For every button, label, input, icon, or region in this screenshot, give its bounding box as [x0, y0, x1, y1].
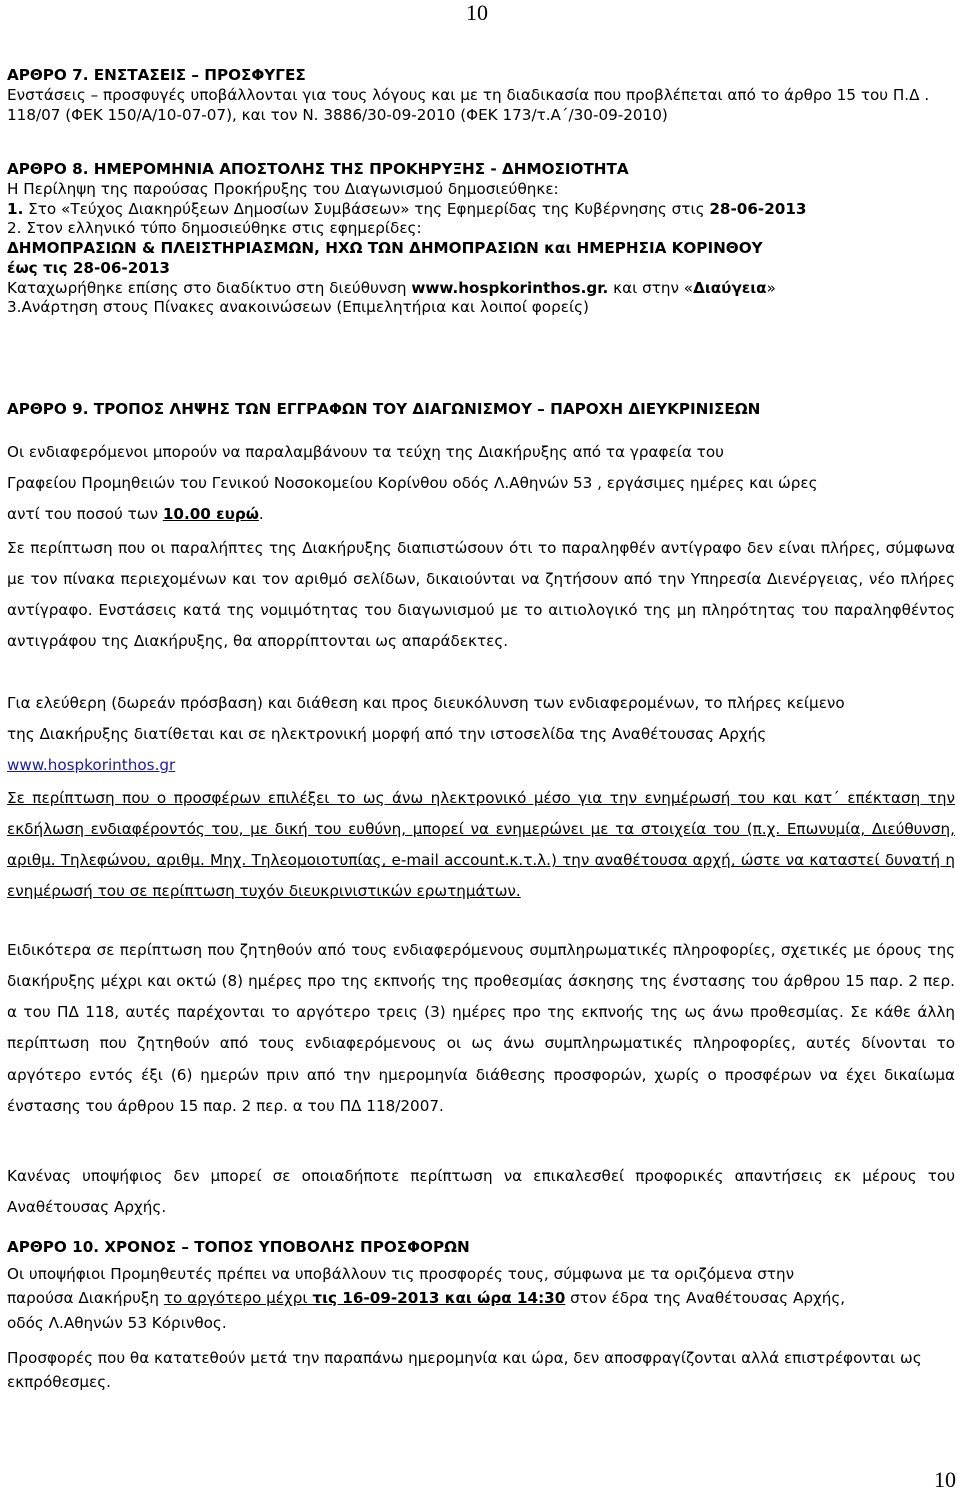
article-9-paragraph-5: Ειδικότερα σε περίπτωση που ζητηθούν από τους ενδιαφερόμενους συμπληρωματικές πληροφορίες, σχετικές με όρους της διακήρυξης μέχρι και οκτώ (8) ημέρες προ της εκπνοής της προθεσμίας άσκησης της ένστασης του άρθρου 15 παρ. 2 περ. α του ΠΔ 118, αυτές παρέχονται το αργότερο τρεις (3) ημέρες προ της εκπνοής της ως άνω προθεσμίας. Σε κάθε άλλη περίπτωση που ζητηθούν από τους ενδιαφερόμενους οι ως άνω συμπληρωματικές πληροφορίες, αυτές δίνονται το αργότερο εντός έξι (6) ημερών πριν από την ημερομηνία διάθεσης προσφορών, χωρίς ο προσφέρων να έχει δικαίωμα ένστασης του άρθρου 15 παρ. 2 περ. α του ΠΔ 118/2007.	[7, 941, 955, 1115]
paragraph-3-line-1: Για ελεύθερη (δωρεάν πρόσβαση) και διάθεση και προς διευκόλυνση των ενδιαφερομένων, το πλήρες κείμενο	[7, 694, 845, 712]
article-8-intro: Η Περίληψη της παρούσας Προκήρυξης του Διαγωνισμού δημοσιεύθηκε:	[7, 179, 559, 198]
paragraph-1-line-3	[7, 499, 955, 530]
article-7-heading: ΑΡΘΡΟ 7. ΕΝΣΤΑΣΕΙΣ – ΠΡΟΣΦΥΓΕΣ	[7, 66, 306, 84]
article-10-paragraph-1	[7, 1262, 955, 1335]
article-10-line-2	[7, 1286, 955, 1310]
article-8-heading: ΑΡΘΡΟ 8. ΗΜΕΡΟΜΗΝΙΑ ΑΠΟΣΤΟΛΗΣ ΤΗΣ ΠΡΟΚΗΡΥΞΗΣ - ΔΗΜΟΣΙΟΤΗΤΑ	[7, 160, 629, 178]
paragraph-1-line-1: Οι ενδιαφερόμενοι μπορούν να παραλαμβάνουν τα τεύχη της Διακήρυξης από τα γραφεία του	[7, 443, 724, 461]
submission-deadline: τις 16-09-2013 και ώρα 14:30	[312, 1289, 566, 1308]
price-suffix: .	[258, 505, 264, 524]
page-number-bottom: 10	[934, 1467, 956, 1492]
paragraph-3-line-2: της Διακήρυξης διατίθεται και σε ηλεκτρονική μορφή από την ιστοσελίδα της Αναθέτουσας Αρχής	[7, 725, 767, 744]
article-9-paragraph-2: Σε περίπτωση που οι παραλήπτες της Διακήρυξης διαπιστώσουν ότι το παραληφθέν αντίγραφο δεν είναι πλήρες, σύμφωνα με τον πίνακα περιεχομένων και τον αριθμό σελίδων, δικαιούνται να ζητήσουν από την Υπηρεσία Διενέργειας, νέο πλήρες αντίγραφο. Ενστάσεις κατά της νομιμότητας του διαγωνισμού με το αιτιολογικό της μη πληρότητας του παραληφθέντος αντιγράφου της Διακήρυξης, θα απορρίπτονται ως απαράδεκτες.	[7, 539, 955, 651]
article-10-line-3: οδός Λ.Αθηνών 53 Κόρινθος.	[7, 1313, 227, 1332]
article-10-heading: ΑΡΘΡΟ 10. ΧΡΟΝΟΣ – ΤΟΠΟΣ ΥΠΟΒΟΛΗΣ ΠΡΟΣΦΟΡΩΝ	[7, 1238, 470, 1256]
publication-until: έως τις 28-06-2013	[7, 258, 170, 277]
article-9-paragraph-3	[7, 688, 955, 781]
price-prefix: αντί του ποσού των	[7, 505, 163, 524]
item-1-number: 1.	[7, 199, 24, 218]
article-8	[7, 160, 955, 318]
article-8-item-3: 3.Ανάρτηση στους Πίνακες ανακοινώσεων (Επιμελητήρια και λοιποί φορείς)	[7, 298, 589, 317]
newspapers-list: ΔΗΜΟΠΡΑΣΙΩΝ & ΠΛΕΙΣΤΗΡΙΑΣΜΩΝ, ΗΧΩ ΤΩΝ ΔΗΜΟΠΡΑΣΙΩΝ και ΗΜΕΡΗΣΙΑ ΚΟΡΙΝΘΟΥ	[7, 239, 763, 257]
article-7-text: Ενστάσεις – προσφυγές υποβάλλονται για τους λόγους και με τη διαδικασία που προβλέπεται από το άρθρο 15 του Π.Δ . 118/07 (ΦΕΚ 150/Α/10-07-07), και τον Ν. 3886/30-09-2010 (ΦΕΚ 173/τ.Α΄/30-09-2010)	[7, 85, 930, 124]
diavgeia-label: Διαύγεια	[693, 278, 767, 297]
registration-text: Καταχωρήθηκε επίσης στο διαδίκτυο στη διεύθυνση	[7, 278, 412, 297]
website-address[interactable]: www.hospkorinthos.gr.	[411, 278, 609, 297]
hospital-website-link[interactable]: www.hospkorinthos.gr	[7, 756, 176, 775]
article-9-paragraph-1	[7, 437, 955, 530]
line-2-prefix: παρούσα Διακήρυξη	[7, 1289, 164, 1308]
article-10-line-1: Οι υποψήφιοι Προμηθευτές πρέπει να υποβάλλουν τις προσφορές τους, σύμφωνα με τα οριζόμενα στην	[7, 1265, 795, 1283]
close-quote: »	[766, 278, 776, 297]
internet-registration	[7, 279, 955, 299]
line-2-suffix: στον έδρα της Αναθέτουσας Αρχής,	[565, 1289, 846, 1308]
article-7	[7, 66, 955, 125]
article-9-paragraph-4: Σε περίπτωση που ο προσφέρων επιλέξει το ως άνω ηλεκτρονικό μέσο για την ενημέρωσή του και κατ΄ επέκταση την εκδήλωση ενδιαφέροντός του, με δική του ευθύνη, μπορεί να ενημερώνει με τα στοιχεία του (π.χ. Επωνυμία, Διεύθυνση, αριθμ. Τηλεφώνου, αριθμ. Μηχ. Τηλεομοιοτυπίας, e-mail account.κ.τ.λ.) την αναθέτουσα αρχή, ώστε να καταστεί δυνατή η ενημέρωσή του σε περίπτωση τυχόν διευκρινιστικών ερωτημάτων.	[7, 789, 955, 901]
deadline-prefix: το αργότερο μέχρι	[163, 1289, 313, 1308]
and-in-text: και στην «	[608, 278, 694, 297]
article-10-paragraph-2: Προσφορές που θα κατατεθούν μετά την παραπάνω ημερομηνία και ώρα, δεν αποσφραγίζονται αλλά επιστρέφονται ως εκπρόθεσμες.	[7, 1349, 922, 1392]
article-8-item-2: 2. Στον ελληνικό τύπο δημοσιεύθηκε στις εφημερίδες:	[7, 219, 422, 238]
page-number-top: 10	[466, 0, 488, 25]
article-8-item-1	[7, 200, 955, 220]
item-1-text: Στο «Τεύχος Διακηρύξεων Δημοσίων Συμβάσεων» της Εφημερίδας της Κυβέρνησης στις	[23, 199, 710, 218]
article-9-paragraph-6: Κανένας υποψήφιος δεν μπορεί σε οποιαδήποτε περίπτωση να επικαλεσθεί προφορικές απαντήσεις εκ μέρους του Αναθέτουσας Αρχής.	[7, 1167, 955, 1217]
article-9-heading: ΑΡΘΡΟ 9. ΤΡΟΠΟΣ ΛΗΨΗΣ ΤΩΝ ΕΓΓΡΑΦΩΝ ΤΟΥ ΔΙΑΓΩΝΙΣΜΟΥ – ΠΑΡΟΧΗ ΔΙΕΥΚΡΙΝΙΣΕΩΝ	[7, 400, 761, 418]
document-price: 10.00 ευρώ	[162, 505, 259, 524]
paragraph-1-line-2: Γραφείου Προμηθειών του Γενικού Νοσοκομείου Κορίνθου οδός Λ.Αθηνών 53 , εργάσιμες ημέρες και ώρες	[7, 474, 818, 493]
item-1-date: 28-06-2013	[709, 199, 807, 218]
